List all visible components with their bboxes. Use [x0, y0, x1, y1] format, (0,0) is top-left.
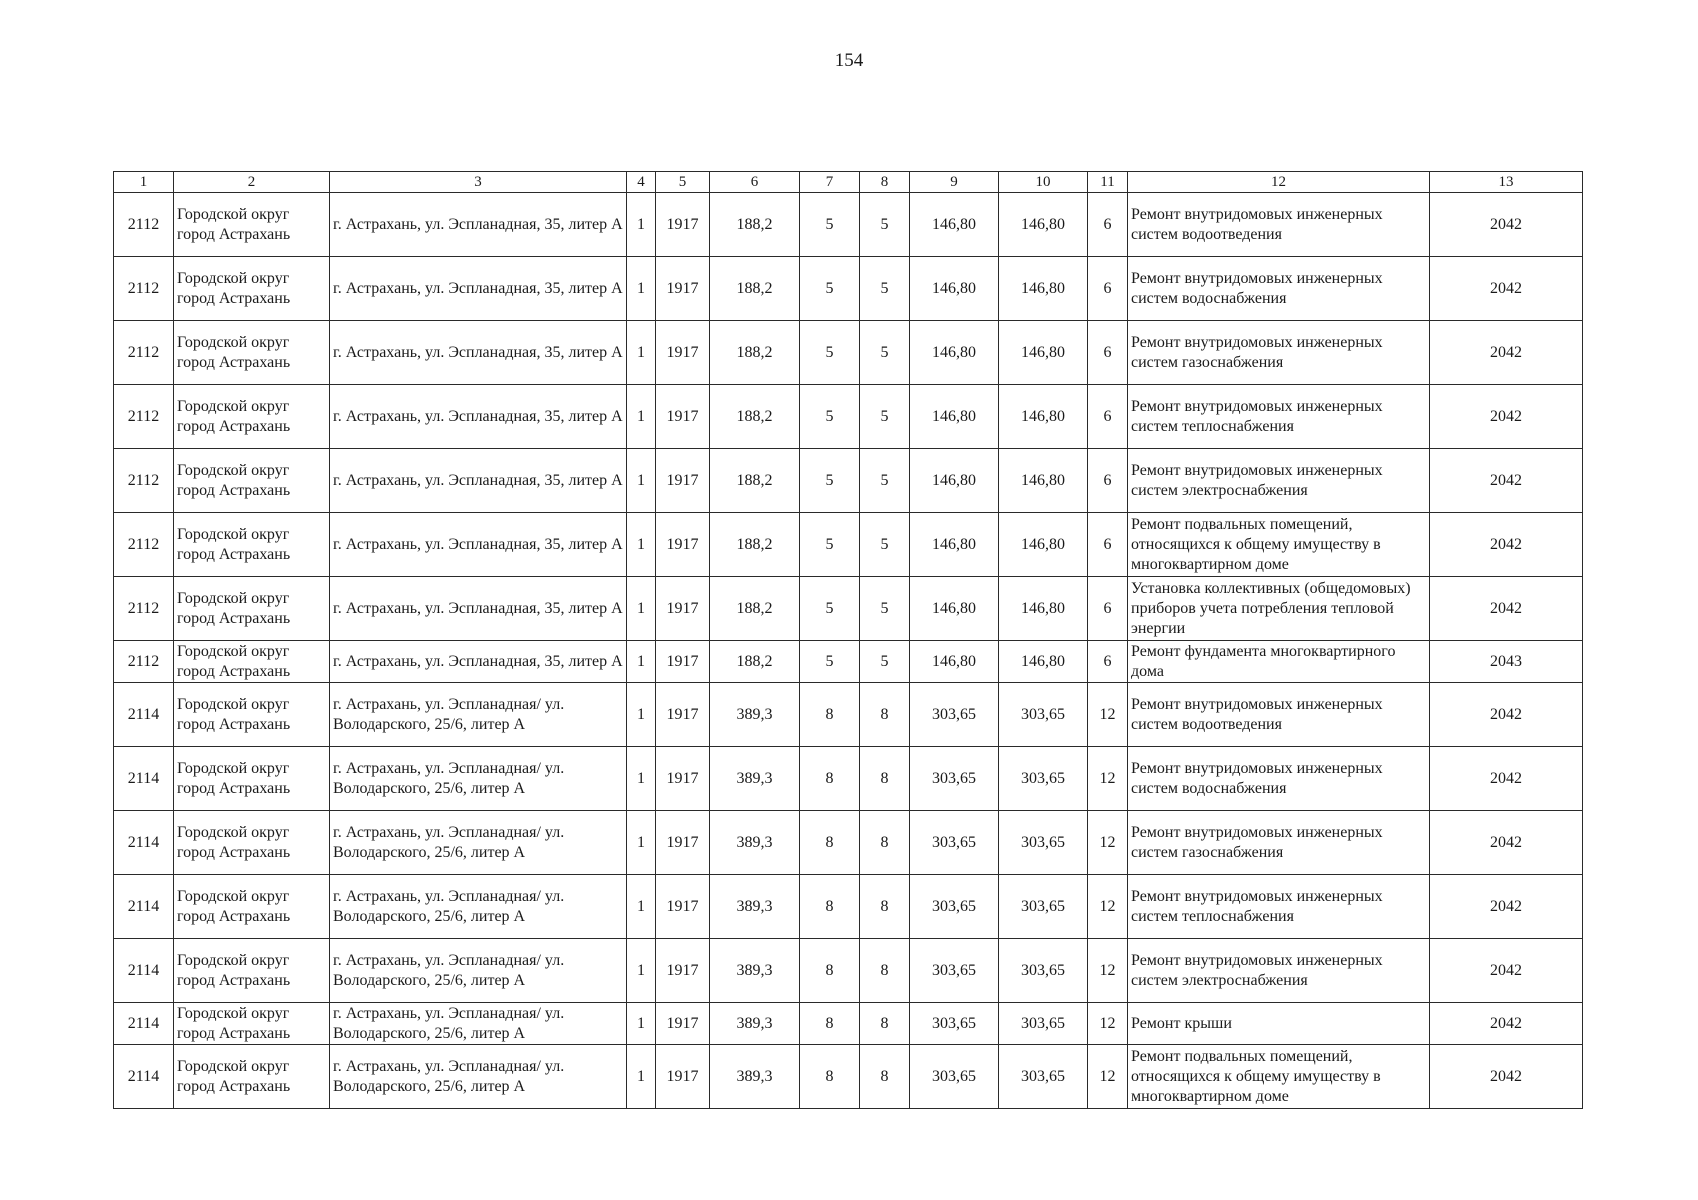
municipality-cell: Городской округ город Астрахань	[174, 811, 330, 875]
table-row	[114, 939, 1583, 1003]
year-built-cell: 1917	[656, 257, 710, 321]
col-8-cell: 8	[860, 1003, 910, 1045]
col-4-cell: 1	[627, 1003, 656, 1045]
col-10-cell: 303,65	[999, 1045, 1088, 1109]
col-8-cell: 8	[860, 875, 910, 939]
planned-year-cell: 2042	[1430, 811, 1583, 875]
year-built-cell: 1917	[656, 1045, 710, 1109]
address-cell: г. Астрахань, ул. Эспланадная, 35, литер А	[330, 321, 627, 385]
year-built-cell: 1917	[656, 385, 710, 449]
col-10-cell: 303,65	[999, 875, 1088, 939]
col-9-cell: 303,65	[910, 939, 999, 1003]
col-9-cell: 303,65	[910, 683, 999, 747]
address-cell: г. Астрахань, ул. Эспланадная, 35, литер А	[330, 641, 627, 683]
column-header: 2	[174, 172, 330, 193]
col-4-cell: 1	[627, 321, 656, 385]
col-10-cell: 146,80	[999, 641, 1088, 683]
col-8-cell: 8	[860, 811, 910, 875]
object-id-cell: 2114	[114, 683, 174, 747]
table-row	[114, 747, 1583, 811]
total-area-cell: 188,2	[710, 513, 800, 577]
col-8-cell: 5	[860, 513, 910, 577]
col-4-cell: 1	[627, 385, 656, 449]
col-7-cell: 8	[800, 939, 860, 1003]
planned-year-cell: 2042	[1430, 1045, 1583, 1109]
column-header: 6	[710, 172, 800, 193]
col-8-cell: 5	[860, 385, 910, 449]
col-9-cell: 303,65	[910, 875, 999, 939]
municipality-cell: Городской округ город Астрахань	[174, 747, 330, 811]
column-header: 1	[114, 172, 174, 193]
table-row	[114, 1003, 1583, 1045]
work-type-cell: Ремонт внутридомовых инженерных систем электроснабжения	[1128, 449, 1430, 513]
col-4-cell: 1	[627, 683, 656, 747]
object-id-cell: 2114	[114, 811, 174, 875]
table-row	[114, 385, 1583, 449]
col-4-cell: 1	[627, 811, 656, 875]
col-11-cell: 12	[1088, 939, 1128, 1003]
col-9-cell: 146,80	[910, 321, 999, 385]
col-8-cell: 5	[860, 577, 910, 641]
object-id-cell: 2112	[114, 513, 174, 577]
total-area-cell: 389,3	[710, 1003, 800, 1045]
col-11-cell: 12	[1088, 1003, 1128, 1045]
object-id-cell: 2114	[114, 875, 174, 939]
municipality-cell: Городской округ город Астрахань	[174, 193, 330, 257]
work-type-cell: Ремонт фундамента многоквартирного дома	[1128, 641, 1430, 683]
column-number-row	[114, 172, 1583, 193]
object-id-cell: 2112	[114, 385, 174, 449]
municipality-cell: Городской округ город Астрахань	[174, 1003, 330, 1045]
object-id-cell: 2112	[114, 641, 174, 683]
year-built-cell: 1917	[656, 747, 710, 811]
municipality-cell: Городской округ город Астрахань	[174, 875, 330, 939]
year-built-cell: 1917	[656, 683, 710, 747]
table-row	[114, 811, 1583, 875]
work-type-cell: Ремонт подвальных помещений, относящихся к общему имуществу в многоквартирном доме	[1128, 513, 1430, 577]
col-9-cell: 146,80	[910, 193, 999, 257]
address-cell: г. Астрахань, ул. Эспланадная, 35, литер А	[330, 513, 627, 577]
total-area-cell: 389,3	[710, 747, 800, 811]
col-7-cell: 8	[800, 811, 860, 875]
municipality-cell: Городской округ город Астрахань	[174, 449, 330, 513]
col-8-cell: 8	[860, 939, 910, 1003]
column-header: 9	[910, 172, 999, 193]
column-header: 11	[1088, 172, 1128, 193]
col-11-cell: 6	[1088, 321, 1128, 385]
col-8-cell: 5	[860, 321, 910, 385]
col-7-cell: 8	[800, 747, 860, 811]
col-10-cell: 146,80	[999, 577, 1088, 641]
year-built-cell: 1917	[656, 449, 710, 513]
address-cell: г. Астрахань, ул. Эспланадная, 35, литер А	[330, 257, 627, 321]
year-built-cell: 1917	[656, 193, 710, 257]
col-7-cell: 5	[800, 641, 860, 683]
municipality-cell: Городской округ город Астрахань	[174, 513, 330, 577]
table-row	[114, 193, 1583, 257]
col-11-cell: 6	[1088, 385, 1128, 449]
table-header	[114, 172, 1583, 193]
col-4-cell: 1	[627, 875, 656, 939]
address-cell: г. Астрахань, ул. Эспланадная, 35, литер А	[330, 449, 627, 513]
col-4-cell: 1	[627, 513, 656, 577]
work-type-cell: Ремонт подвальных помещений, относящихся к общему имуществу в многоквартирном доме	[1128, 1045, 1430, 1109]
total-area-cell: 389,3	[710, 683, 800, 747]
col-7-cell: 8	[800, 875, 860, 939]
col-9-cell: 146,80	[910, 449, 999, 513]
col-4-cell: 1	[627, 747, 656, 811]
object-id-cell: 2112	[114, 193, 174, 257]
planned-year-cell: 2042	[1430, 1003, 1583, 1045]
col-4-cell: 1	[627, 641, 656, 683]
table-row	[114, 321, 1583, 385]
object-id-cell: 2112	[114, 449, 174, 513]
col-7-cell: 5	[800, 321, 860, 385]
col-10-cell: 146,80	[999, 449, 1088, 513]
planned-year-cell: 2042	[1430, 513, 1583, 577]
col-7-cell: 8	[800, 1045, 860, 1109]
address-cell: г. Астрахань, ул. Эспланадная/ ул. Володарского, 25/6, литер А	[330, 683, 627, 747]
col-10-cell: 303,65	[999, 939, 1088, 1003]
page-number: 154	[834, 50, 864, 71]
work-type-cell: Ремонт внутридомовых инженерных систем теплоснабжения	[1128, 875, 1430, 939]
col-7-cell: 8	[800, 1003, 860, 1045]
col-4-cell: 1	[627, 939, 656, 1003]
work-type-cell: Ремонт внутридомовых инженерных систем водоотведения	[1128, 193, 1430, 257]
work-type-cell: Ремонт внутридомовых инженерных систем водоснабжения	[1128, 257, 1430, 321]
table-row	[114, 449, 1583, 513]
col-9-cell: 146,80	[910, 641, 999, 683]
col-7-cell: 5	[800, 257, 860, 321]
object-id-cell: 2114	[114, 747, 174, 811]
address-cell: г. Астрахань, ул. Эспланадная, 35, литер А	[330, 385, 627, 449]
municipality-cell: Городской округ город Астрахань	[174, 321, 330, 385]
col-4-cell: 1	[627, 449, 656, 513]
total-area-cell: 188,2	[710, 577, 800, 641]
object-id-cell: 2114	[114, 1003, 174, 1045]
col-9-cell: 303,65	[910, 1045, 999, 1109]
col-9-cell: 303,65	[910, 747, 999, 811]
column-header: 10	[999, 172, 1088, 193]
col-4-cell: 1	[627, 1045, 656, 1109]
col-11-cell: 12	[1088, 1045, 1128, 1109]
column-header: 12	[1128, 172, 1430, 193]
address-cell: г. Астрахань, ул. Эспланадная/ ул. Володарского, 25/6, литер А	[330, 939, 627, 1003]
col-7-cell: 5	[800, 577, 860, 641]
col-10-cell: 146,80	[999, 193, 1088, 257]
total-area-cell: 389,3	[710, 939, 800, 1003]
municipality-cell: Городской округ город Астрахань	[174, 385, 330, 449]
work-type-cell: Ремонт внутридомовых инженерных систем теплоснабжения	[1128, 385, 1430, 449]
year-built-cell: 1917	[656, 641, 710, 683]
year-built-cell: 1917	[656, 321, 710, 385]
total-area-cell: 188,2	[710, 193, 800, 257]
planned-year-cell: 2042	[1430, 449, 1583, 513]
planned-year-cell: 2042	[1430, 257, 1583, 321]
col-9-cell: 303,65	[910, 811, 999, 875]
object-id-cell: 2112	[114, 257, 174, 321]
work-type-cell: Ремонт внутридомовых инженерных систем водоотведения	[1128, 683, 1430, 747]
total-area-cell: 188,2	[710, 449, 800, 513]
col-4-cell: 1	[627, 193, 656, 257]
column-header: 3	[330, 172, 627, 193]
col-11-cell: 12	[1088, 875, 1128, 939]
col-11-cell: 12	[1088, 747, 1128, 811]
address-cell: г. Астрахань, ул. Эспланадная/ ул. Володарского, 25/6, литер А	[330, 811, 627, 875]
address-cell: г. Астрахань, ул. Эспланадная/ ул. Володарского, 25/6, литер А	[330, 875, 627, 939]
col-10-cell: 146,80	[999, 257, 1088, 321]
municipality-cell: Городской округ город Астрахань	[174, 641, 330, 683]
work-type-cell: Ремонт внутридомовых инженерных систем газоснабжения	[1128, 811, 1430, 875]
address-cell: г. Астрахань, ул. Эспланадная/ ул. Володарского, 25/6, литер А	[330, 1045, 627, 1109]
col-8-cell: 8	[860, 683, 910, 747]
col-11-cell: 12	[1088, 683, 1128, 747]
planned-year-cell: 2042	[1430, 577, 1583, 641]
col-10-cell: 303,65	[999, 811, 1088, 875]
col-10-cell: 303,65	[999, 1003, 1088, 1045]
object-id-cell: 2114	[114, 939, 174, 1003]
total-area-cell: 389,3	[710, 811, 800, 875]
col-9-cell: 146,80	[910, 257, 999, 321]
address-cell: г. Астрахань, ул. Эспланадная/ ул. Володарского, 25/6, литер А	[330, 747, 627, 811]
planned-year-cell: 2042	[1430, 939, 1583, 1003]
table-body	[114, 193, 1583, 1109]
table-row	[114, 1045, 1583, 1109]
year-built-cell: 1917	[656, 875, 710, 939]
work-type-cell: Ремонт внутридомовых инженерных систем электроснабжения	[1128, 939, 1430, 1003]
col-4-cell: 1	[627, 577, 656, 641]
col-9-cell: 146,80	[910, 385, 999, 449]
column-header: 5	[656, 172, 710, 193]
year-built-cell: 1917	[656, 577, 710, 641]
col-9-cell: 303,65	[910, 1003, 999, 1045]
col-11-cell: 12	[1088, 811, 1128, 875]
object-id-cell: 2112	[114, 321, 174, 385]
col-11-cell: 6	[1088, 257, 1128, 321]
col-11-cell: 6	[1088, 449, 1128, 513]
planned-year-cell: 2042	[1430, 321, 1583, 385]
planned-year-cell: 2043	[1430, 641, 1583, 683]
table-row	[114, 257, 1583, 321]
col-10-cell: 146,80	[999, 513, 1088, 577]
col-8-cell: 8	[860, 747, 910, 811]
address-cell: г. Астрахань, ул. Эспланадная/ ул. Володарского, 25/6, литер А	[330, 1003, 627, 1045]
table-row	[114, 513, 1583, 577]
capital-repair-table	[113, 171, 1583, 1109]
column-header: 8	[860, 172, 910, 193]
col-11-cell: 6	[1088, 513, 1128, 577]
col-8-cell: 5	[860, 449, 910, 513]
table-row	[114, 683, 1583, 747]
col-10-cell: 303,65	[999, 747, 1088, 811]
col-7-cell: 8	[800, 683, 860, 747]
municipality-cell: Городской округ город Астрахань	[174, 577, 330, 641]
col-11-cell: 6	[1088, 577, 1128, 641]
work-type-cell: Ремонт крыши	[1128, 1003, 1430, 1045]
column-header: 13	[1430, 172, 1583, 193]
col-9-cell: 146,80	[910, 513, 999, 577]
planned-year-cell: 2042	[1430, 193, 1583, 257]
work-type-cell: Установка коллективных (общедомовых) приборов учета потребления тепловой энергии	[1128, 577, 1430, 641]
year-built-cell: 1917	[656, 1003, 710, 1045]
table-row	[114, 577, 1583, 641]
col-7-cell: 5	[800, 449, 860, 513]
total-area-cell: 389,3	[710, 1045, 800, 1109]
column-header: 4	[627, 172, 656, 193]
col-4-cell: 1	[627, 257, 656, 321]
col-7-cell: 5	[800, 193, 860, 257]
col-9-cell: 146,80	[910, 577, 999, 641]
col-8-cell: 5	[860, 257, 910, 321]
total-area-cell: 389,3	[710, 875, 800, 939]
municipality-cell: Городской округ город Астрахань	[174, 1045, 330, 1109]
year-built-cell: 1917	[656, 939, 710, 1003]
planned-year-cell: 2042	[1430, 385, 1583, 449]
planned-year-cell: 2042	[1430, 747, 1583, 811]
year-built-cell: 1917	[656, 513, 710, 577]
col-10-cell: 146,80	[999, 321, 1088, 385]
col-8-cell: 5	[860, 641, 910, 683]
table-row	[114, 875, 1583, 939]
municipality-cell: Городской округ город Астрахань	[174, 257, 330, 321]
object-id-cell: 2114	[114, 1045, 174, 1109]
column-header: 7	[800, 172, 860, 193]
col-11-cell: 6	[1088, 193, 1128, 257]
total-area-cell: 188,2	[710, 641, 800, 683]
municipality-cell: Городской округ город Астрахань	[174, 939, 330, 1003]
address-cell: г. Астрахань, ул. Эспланадная, 35, литер А	[330, 577, 627, 641]
planned-year-cell: 2042	[1430, 683, 1583, 747]
work-type-cell: Ремонт внутридомовых инженерных систем газоснабжения	[1128, 321, 1430, 385]
col-7-cell: 5	[800, 385, 860, 449]
table-row	[114, 641, 1583, 683]
total-area-cell: 188,2	[710, 321, 800, 385]
col-8-cell: 8	[860, 1045, 910, 1109]
col-11-cell: 6	[1088, 641, 1128, 683]
col-10-cell: 146,80	[999, 385, 1088, 449]
total-area-cell: 188,2	[710, 257, 800, 321]
col-10-cell: 303,65	[999, 683, 1088, 747]
planned-year-cell: 2042	[1430, 875, 1583, 939]
municipality-cell: Городской округ город Астрахань	[174, 683, 330, 747]
work-type-cell: Ремонт внутридомовых инженерных систем водоснабжения	[1128, 747, 1430, 811]
col-8-cell: 5	[860, 193, 910, 257]
total-area-cell: 188,2	[710, 385, 800, 449]
address-cell: г. Астрахань, ул. Эспланадная, 35, литер А	[330, 193, 627, 257]
col-7-cell: 5	[800, 513, 860, 577]
object-id-cell: 2112	[114, 577, 174, 641]
year-built-cell: 1917	[656, 811, 710, 875]
